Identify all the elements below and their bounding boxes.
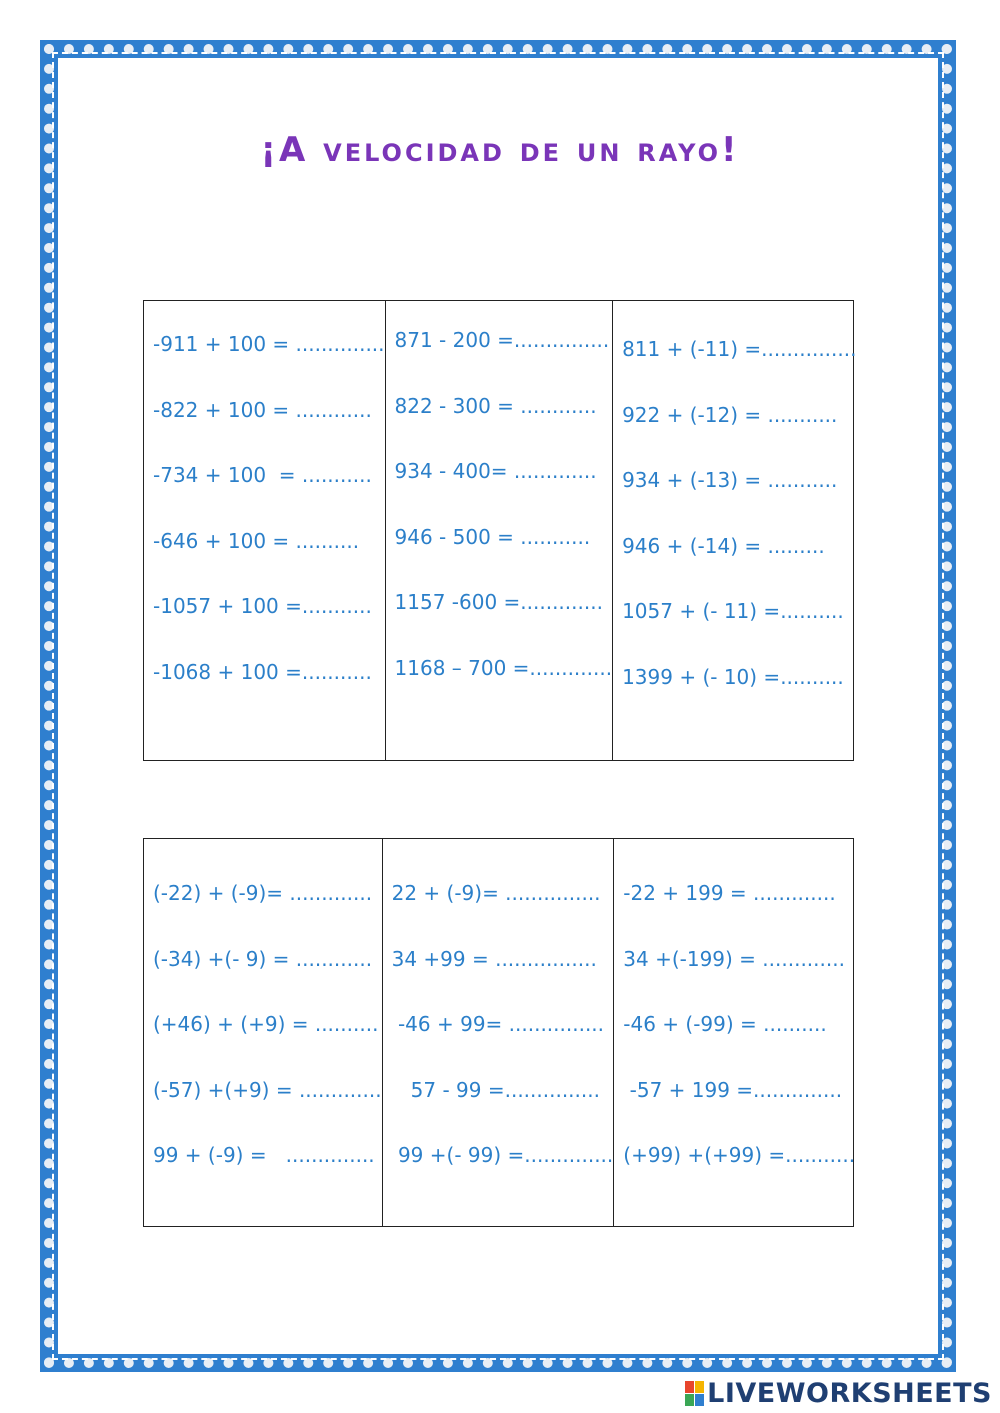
exercise[interactable]: (-57) +(+9) = .............: [153, 1077, 382, 1102]
top-exercise-table: [143, 300, 857, 761]
exercise[interactable]: 1057 + (- 11) =..........: [622, 599, 844, 623]
page-title: ¡A velocidad de un rayo!: [260, 130, 740, 170]
exercise[interactable]: 22 + (-9)= ...............: [391, 881, 601, 905]
exercise[interactable]: 871 - 200 =...............: [394, 328, 610, 352]
exercise[interactable]: -46 + (-99) = ..........: [623, 1012, 827, 1036]
brand-name: LIVEWORKSHEETS: [707, 1378, 992, 1409]
exercise[interactable]: 822 - 300 = ............: [394, 393, 597, 418]
exercise[interactable]: -1068 + 100 =...........: [153, 659, 372, 684]
top-column-1: [144, 301, 386, 760]
exercise[interactable]: 1399 + (- 10) =..........: [622, 664, 844, 689]
exercise[interactable]: 57 - 99 =...............: [391, 1077, 600, 1102]
exercise[interactable]: (-34) +(- 9) = ............: [153, 946, 373, 971]
exercise[interactable]: 922 + (-12) = ...........: [622, 402, 838, 427]
logo-icon: [685, 1381, 704, 1406]
exercise[interactable]: 934 - 400= .............: [394, 459, 597, 483]
exercise[interactable]: -646 + 100 = ..........: [153, 528, 360, 553]
exercise[interactable]: 34 +99 = ................: [391, 946, 597, 971]
exercise[interactable]: 934 + (-13) = ...........: [622, 468, 838, 492]
liveworksheets-logo: [685, 1378, 992, 1409]
exercise[interactable]: -22 + 199 = .............: [623, 881, 836, 905]
bottom-column-1: [144, 839, 383, 1226]
exercise[interactable]: -57 + 199 =..............: [623, 1077, 843, 1102]
exercise[interactable]: 946 + (-14) = .........: [622, 533, 825, 558]
exercise[interactable]: 946 - 500 = ...........: [394, 524, 591, 549]
exercise[interactable]: -822 + 100 = ............: [153, 397, 372, 422]
top-column-2: [386, 301, 614, 760]
exercise[interactable]: 811 + (-11) =...............: [622, 337, 857, 361]
bottom-column-2: [383, 839, 615, 1226]
exercise[interactable]: 99 + (-9) = ..............: [153, 1143, 375, 1167]
exercise[interactable]: -911 + 100 = ..............: [153, 332, 385, 356]
exercise[interactable]: 99 +(- 99) =..............: [391, 1143, 614, 1167]
bottom-column-3: [614, 839, 855, 1226]
top-column-3: [613, 301, 856, 760]
exercise[interactable]: -46 + 99= ...............: [391, 1012, 605, 1036]
exercise[interactable]: 34 +(-199) = .............: [623, 946, 845, 971]
exercise[interactable]: -1057 + 100 =...........: [153, 594, 372, 618]
exercise[interactable]: -734 + 100 = ...........: [153, 463, 372, 487]
bottom-exercise-table: [143, 838, 854, 1227]
exercise[interactable]: (+99) +(+99) =...........: [623, 1143, 856, 1167]
exercise[interactable]: (-22) + (-9)= .............: [153, 881, 373, 905]
exercise[interactable]: (+46) + (+9) = ..........: [153, 1012, 379, 1036]
exercise[interactable]: 1157 -600 =.............: [394, 590, 603, 614]
exercise[interactable]: 1168 – 700 =.............: [394, 655, 613, 680]
